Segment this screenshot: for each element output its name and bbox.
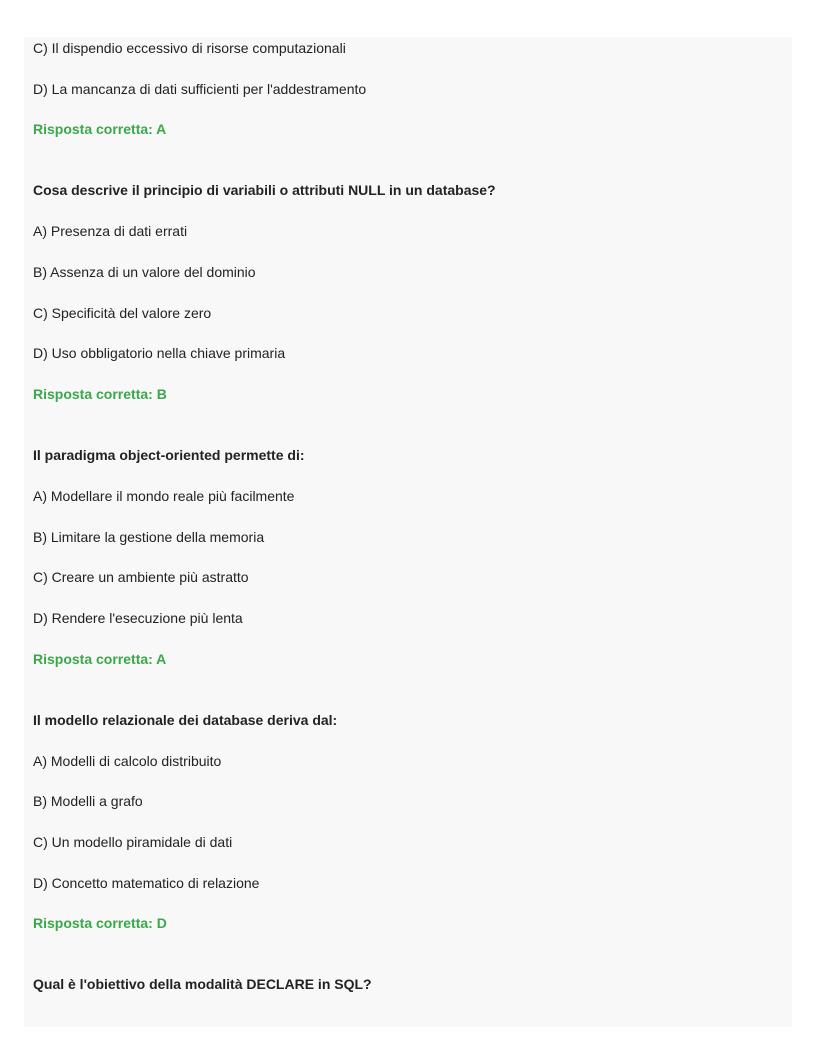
correct-answer: Risposta corretta: A: [33, 651, 167, 667]
question-text: Il paradigma object-oriented permette di:: [33, 447, 305, 463]
option-c: C) Un modello piramidale di dati: [33, 834, 233, 850]
option-d: D) Rendere l'esecuzione più lenta: [33, 610, 243, 626]
correct-answer: Risposta corretta: D: [33, 915, 167, 931]
question-text: Il modello relazionale dei database deriva dal:: [33, 712, 338, 728]
option-b: B) Modelli a grafo: [33, 793, 143, 809]
option-b: B) Limitare la gestione della memoria: [33, 529, 265, 545]
option-d: D) Concetto matematico di relazione: [33, 875, 260, 891]
correct-answer: Risposta corretta: A: [33, 121, 167, 137]
option-d: D) Uso obbligatorio nella chiave primaria: [33, 345, 286, 361]
correct-answer: Risposta corretta: B: [33, 386, 167, 402]
option-c: C) Il dispendio eccessivo di risorse computazionali: [33, 40, 346, 56]
option-a: A) Modelli di calcolo distribuito: [33, 753, 222, 769]
option-a: A) Presenza di dati errati: [33, 223, 188, 239]
question-text: Cosa descrive il principio di variabili o attributi NULL in un database?: [33, 182, 496, 198]
option-c: C) Specificità del valore zero: [33, 305, 212, 321]
option-b: B) Assenza di un valore del dominio: [33, 264, 256, 280]
option-d: D) La mancanza di dati sufficienti per l'addestramento: [33, 81, 367, 97]
option-c: C) Creare un ambiente più astratto: [33, 569, 249, 585]
option-a: A) Modellare il mondo reale più facilmente: [33, 488, 295, 504]
question-text: Qual è l'obiettivo della modalità DECLARE in SQL?: [33, 976, 372, 992]
